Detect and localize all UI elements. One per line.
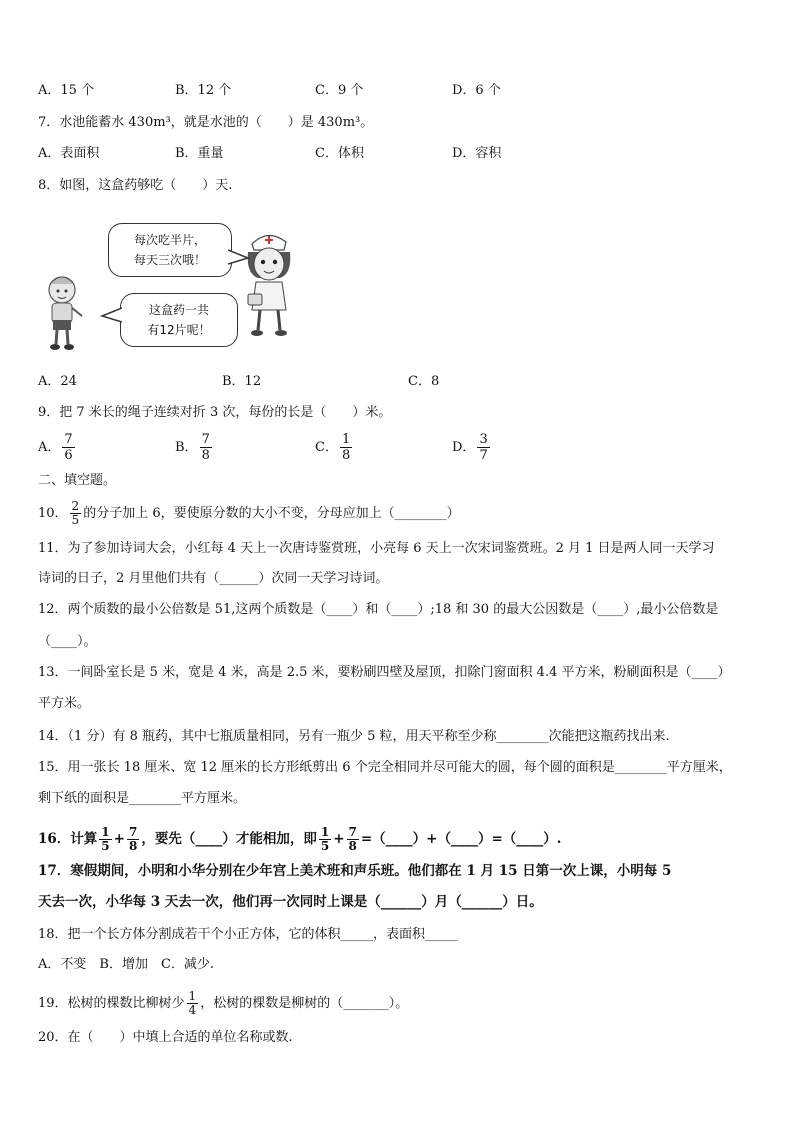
numerator: 1 [320,825,330,839]
q9-option-b-fraction [200,432,212,463]
q7-option-b: B．重量 [175,146,224,161]
denominator: 4 [188,1003,197,1017]
q9-option-c-label: C． [315,440,338,455]
numerator: 7 [64,432,73,447]
plus-sign: + [113,831,125,847]
q10-text [38,500,754,527]
denominator: 5 [101,839,110,853]
q7-text: 7．水池能蓄水 430m³，就是水池的（ ）是 430m³。 [38,115,374,130]
q9-option-c-fraction [340,432,352,463]
q9-text: 9．把 7 米长的绳子连续对折 3 次，每份的长是（ ）米。 [38,405,392,420]
denominator: 8 [201,448,210,463]
numerator: 7 [348,825,357,839]
q16-lead: 16．计算 [38,831,98,847]
q11-line-1: 11．为了参加诗词大会，小红每 4 天上一次唐诗鉴赏班，小亮每 6 天上一次宋词鉴赏班。2 月 1 日是两人同一天学习 [38,541,715,556]
q6-option-d: D．6 个 [452,83,501,98]
q9-option-b-label: B． [175,440,198,455]
nurse-bubble-line-1: 每次吃半片， [133,233,206,247]
child-bubble-tail [100,306,122,326]
q7-option-a: A．表面积 [38,146,100,161]
q19-lead: 19．松树的棵数比柳树少 [38,996,185,1011]
numerator: 2 [71,499,80,513]
q16-middle: ，要先（____）才能相加，即 [141,831,317,847]
denominator: 5 [320,839,330,853]
q13-line-1: 13．一间卧室长是 5 米，宽是 4 米，高是 2.5 米，要粉刷四壁及屋顶，扣除门窗面积 4.4 平方米，粉刷面积是（____） [38,665,731,680]
numerator: 1 [341,432,351,447]
q8-option-b: B．12 [222,374,262,389]
denominator: 8 [341,448,351,463]
q6-option-c: C．9 个 [315,83,364,98]
q7-option-c: C．体积 [315,146,364,161]
denominator: 8 [348,839,357,853]
numerator: 7 [201,432,210,447]
q10-fraction [70,500,82,527]
numerator: 3 [479,432,488,447]
q15-line-2: 剩下纸的面积是________平方厘米。 [38,791,247,806]
q17-line-1: 17．寒假期间，小明和小华分别在少年宫上美术班和声乐班。他们都在 1 月 15 日第一次上课，小明每 5 [38,863,672,879]
q9-option-a [38,432,77,463]
q16-fraction-1 [99,826,111,853]
denominator: 6 [64,448,73,463]
q9-option-c [315,432,354,463]
child-illustration [40,272,88,352]
q20-text: 20．在（ ）中填上合适的单位名称或数. [38,1030,293,1045]
denominator: 5 [71,513,80,527]
child-speech-bubble [120,293,238,347]
q10-number: 10． [38,506,68,521]
child-bubble-line-2: 有12片呢！ [147,323,211,337]
q14-text: 14．（1 分）有 8 瓶药，其中七瓶质量相同，另有一瓶少 5 粒，用天平称至少称________次能把这瓶药找出来. [38,729,670,744]
q9-option-d-label: D． [452,440,476,455]
q9-option-a-fraction [62,432,74,463]
q19-text [38,990,754,1017]
q19-fraction [187,990,199,1017]
q11-line-2: 诗词的日子，2 月里他们共有（______）次同一天学习诗词。 [38,571,389,586]
numerator: 7 [128,825,138,839]
q8-text: 8．如图，这盒药够吃（ ）天. [38,178,233,193]
q16-fraction-4 [347,826,359,853]
denominator: 8 [128,839,138,853]
q9-option-d [452,432,492,463]
nurse-bubble-tail [228,248,250,268]
q12-line-2: （____）。 [38,634,97,649]
numerator: 1 [101,825,110,839]
q8-option-c: C．8 [408,374,440,389]
q16-tail: =（____）+（____）=（____）. [360,831,562,847]
q9-option-d-fraction [477,432,489,463]
q9-option-b [175,432,214,463]
plus-sign: + [333,831,345,847]
q15-line-1: 15．用一张长 18 厘米、宽 12 厘米的长方形纸剪出 6 个完全相同并尽可能大的圆，每个圆的面积是________平方厘米， [38,760,732,775]
q16-text [38,826,754,853]
q9-option-a-label: A． [38,440,61,455]
nurse-bubble-line-2: 每天三次哦！ [133,253,206,267]
nurse-speech-bubble [108,223,232,277]
nurse-illustration [238,228,300,340]
q6-option-b: B．12 个 [175,83,232,98]
denominator: 7 [479,448,488,463]
q10-body: 的分子加上 6，要使原分数的大小不变，分母应加上（________） [83,506,460,521]
section-heading-fill-blank: 二、填空题。 [38,473,117,488]
q17-line-2: 天去一次，小华每 3 天去一次，他们再一次同时上课是（______）月（______）日。 [38,894,543,910]
q16-fraction-3 [319,826,331,853]
q18-text: 18．把一个长方体分割成若干个小正方体，它的体积_____，表面积_____ [38,927,458,942]
q16-fraction-2 [127,826,139,853]
q19-body: ，松树的棵数是柳树的（_______）。 [200,996,409,1011]
numerator: 1 [188,989,197,1003]
child-bubble-line-1: 这盒药一共 [148,303,209,317]
q6-option-a: A．15 个 [38,83,95,98]
q18-options: A．不变 B．增加 C．减少. [38,957,215,972]
q8-option-a: A．24 [38,374,77,389]
q12-line-1: 12．两个质数的最小公倍数是 51,这两个质数是（____）和（____）;18 和 30 的最大公因数是（____）,最小公倍数是 [38,602,719,617]
q7-option-d: D．容积 [452,146,502,161]
q13-line-2: 平方米。 [38,696,91,711]
